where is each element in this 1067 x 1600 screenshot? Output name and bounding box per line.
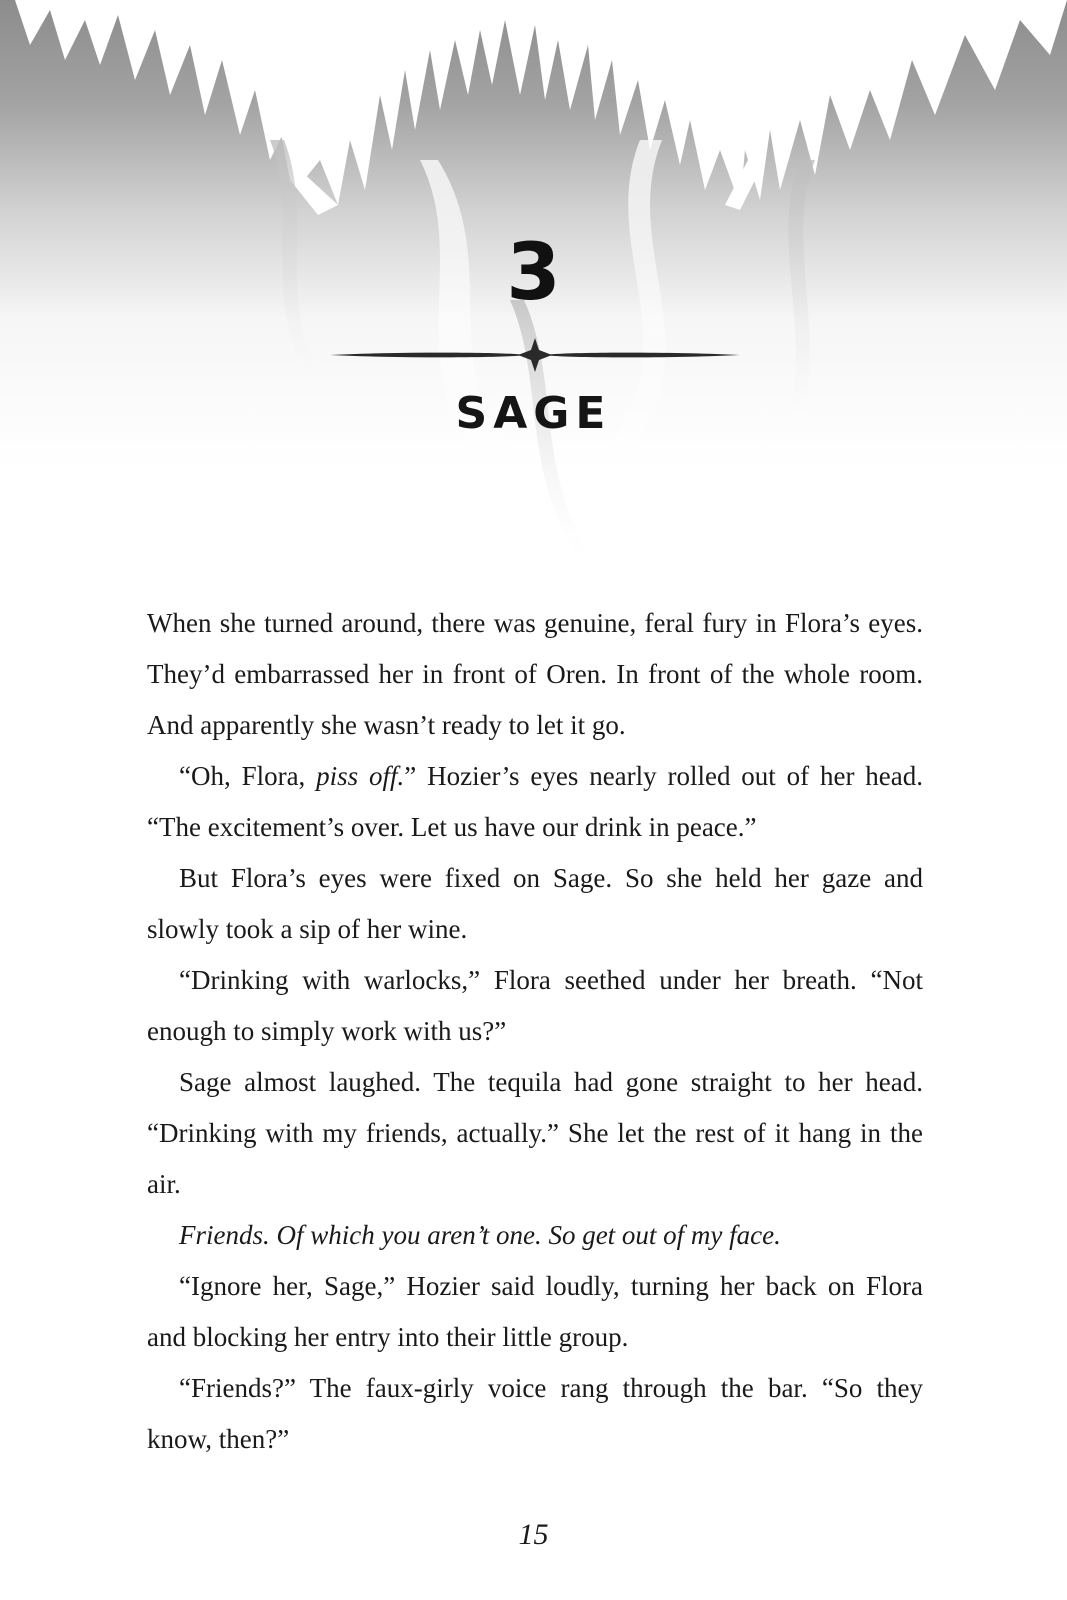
italic-phrase: piss off. xyxy=(316,761,405,791)
paragraph: When she turned around, there was genuine, feral fury in Flora’s eyes. They’d embarrassed her in front of Oren. In front of the whole room. And apparently she wasn’t ready to let it go. xyxy=(147,608,923,740)
paragraph: “Drinking with warlocks,” Flora seethed under her breath. “Not enough to simply work with us?” xyxy=(147,965,923,1046)
chapter-body-text xyxy=(147,598,923,1465)
paragraph: Sage almost laughed. The tequila had gone straight to her head. “Drinking with my friends, actually.” She let the rest of it hang in the air. xyxy=(147,1067,923,1199)
paragraph: But Flora’s eyes were fixed on Sage. So she held her gaze and slowly took a sip of her wine. xyxy=(147,863,923,944)
chapter-divider-ornament xyxy=(330,338,740,372)
chapter-number: 3 xyxy=(506,228,561,318)
chapter-title: SAGE xyxy=(455,388,612,439)
header-flame-illustration xyxy=(0,0,1067,660)
paragraph: “Oh, Flora, piss off.” Hozier’s eyes nearly rolled out of her head. “The excitement’s over. Let us have our drink in peace.” xyxy=(147,761,923,842)
paragraph: “Ignore her, Sage,” Hozier said loudly, turning her back on Flora and blocking her entry into their little group. xyxy=(147,1271,923,1352)
paragraph: “Friends?” The faux-girly voice rang through the bar. “So they know, then?” xyxy=(147,1373,923,1454)
page-number: 15 xyxy=(518,1518,549,1551)
italic-thought: Friends. Of which you aren’t one. So get out of my face. xyxy=(179,1220,781,1250)
paragraph xyxy=(147,1210,923,1261)
